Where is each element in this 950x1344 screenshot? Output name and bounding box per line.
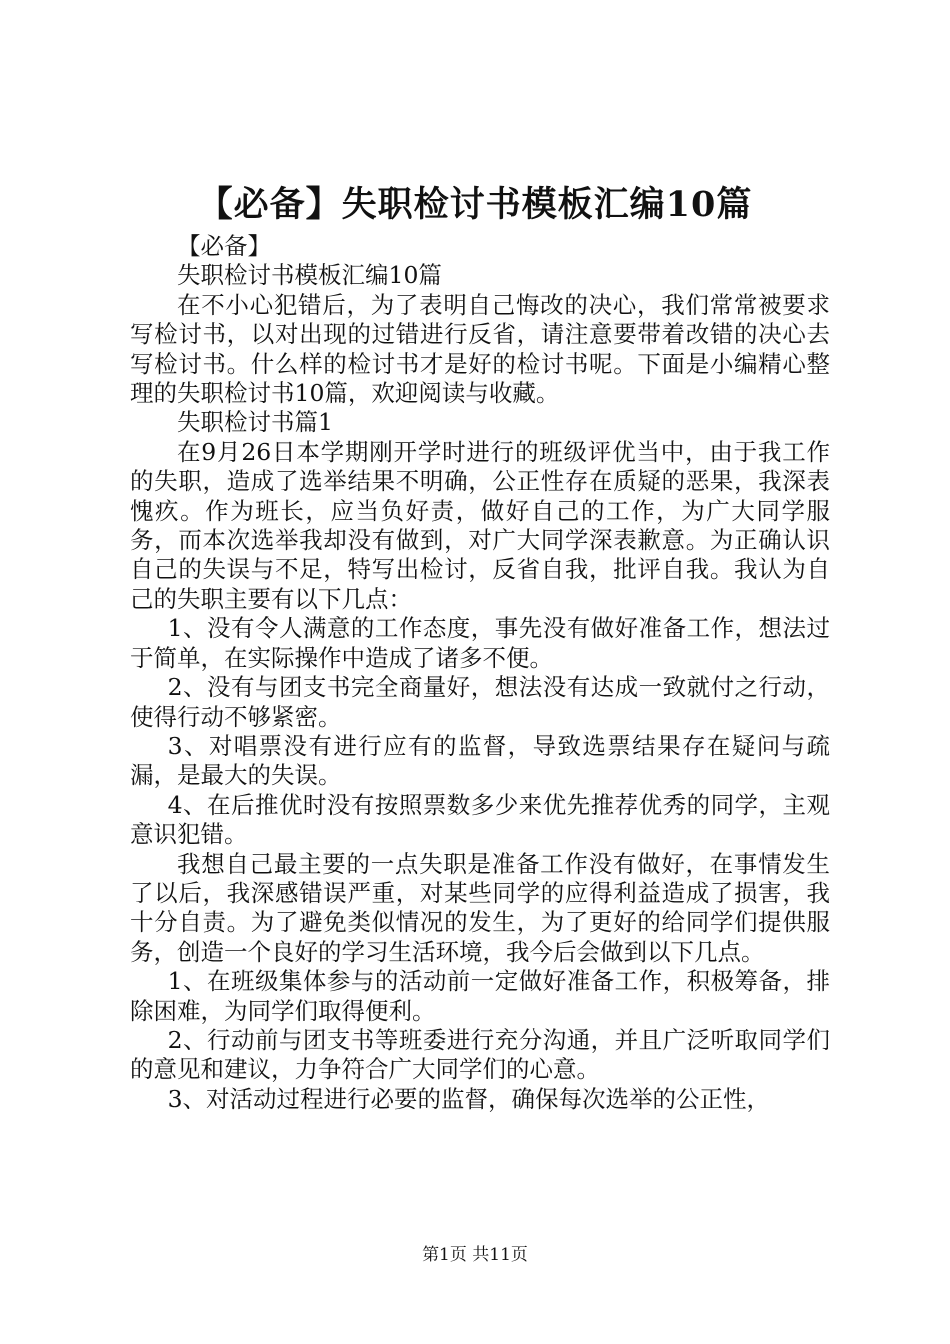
section-heading-1: 失职检讨书篇1 bbox=[177, 408, 333, 437]
document-body bbox=[130, 232, 830, 1114]
document-title: 【必备】失职检讨书模板汇编10篇 bbox=[197, 184, 753, 225]
paragraph-main: 在9月26日本学期刚开学时进行的班级评优当中，由于我工作的失职，造成了选举结果不明确，公正性存在质疑的恶果，我深表愧疚。作为班长，应当负好责，做好自己的工作，为广大同学服务，而本次选举我却没有做到，对广大同学深表歉意。为正确认识自己的失误与不足，特写出检讨，反省自我，批评自我。我认为自己的失职主要有以下几点： bbox=[130, 437, 830, 613]
page-number-footer: 第1页 共11页 bbox=[422, 1245, 528, 1265]
paragraph-subtitle: 失职检讨书模板汇编10篇 bbox=[177, 261, 442, 290]
list-item-fault-3: 3、对唱票没有进行应有的监督，导致选票结果存在疑问与疏漏，是最大的失误。 bbox=[130, 731, 830, 790]
paragraph-tag-heading: 【必备】 bbox=[177, 232, 271, 260]
list-item-fault-2: 2、没有与团支书完全商量好，想法没有达成一致就付之行动，使得行动不够紧密。 bbox=[130, 673, 830, 731]
paragraph-reflection: 我想自己最主要的一点失职是准备工作没有做好，在事情发生了以后，我深感错误严重，对某些同学的应得利益造成了损害，我十分自责。为了避免类似情况的发生，为了更好的给同学们提供服务，创造一个良好的学习生活环境，我今后会做到以下几点。 bbox=[130, 849, 830, 966]
paragraph-intro: 在不小心犯错后，为了表明自己悔改的决心，我们常常被要求写检讨书，以对出现的过错进行反省，请注意要带着改错的决心去写检讨书。什么样的检讨书才是好的检讨书呢。下面是小编精心整理的失职检讨书10篇，欢迎阅读与收藏。 bbox=[130, 290, 830, 408]
list-item-plan-1: 1、在班级集体参与的活动前一定做好准备工作，积极筹备，排除困难，为同学们取得便利。 bbox=[130, 967, 830, 1025]
list-item-fault-4: 4、在后推优时没有按照票数多少来优先推荐优秀的同学，主观意识犯错。 bbox=[130, 790, 830, 849]
list-item-plan-3: 3、对活动过程进行必要的监督，确保每次选举的公正性， bbox=[167, 1084, 771, 1113]
list-item-fault-1: 1、没有令人满意的工作态度，事先没有做好准备工作，想法过于简单，在实际操作中造成了诸多不便。 bbox=[130, 614, 830, 672]
list-item-plan-2: 2、行动前与团支书等班委进行充分沟通，并且广泛听取同学们的意见和建议，力争符合广大同学们的心意。 bbox=[130, 1025, 830, 1084]
